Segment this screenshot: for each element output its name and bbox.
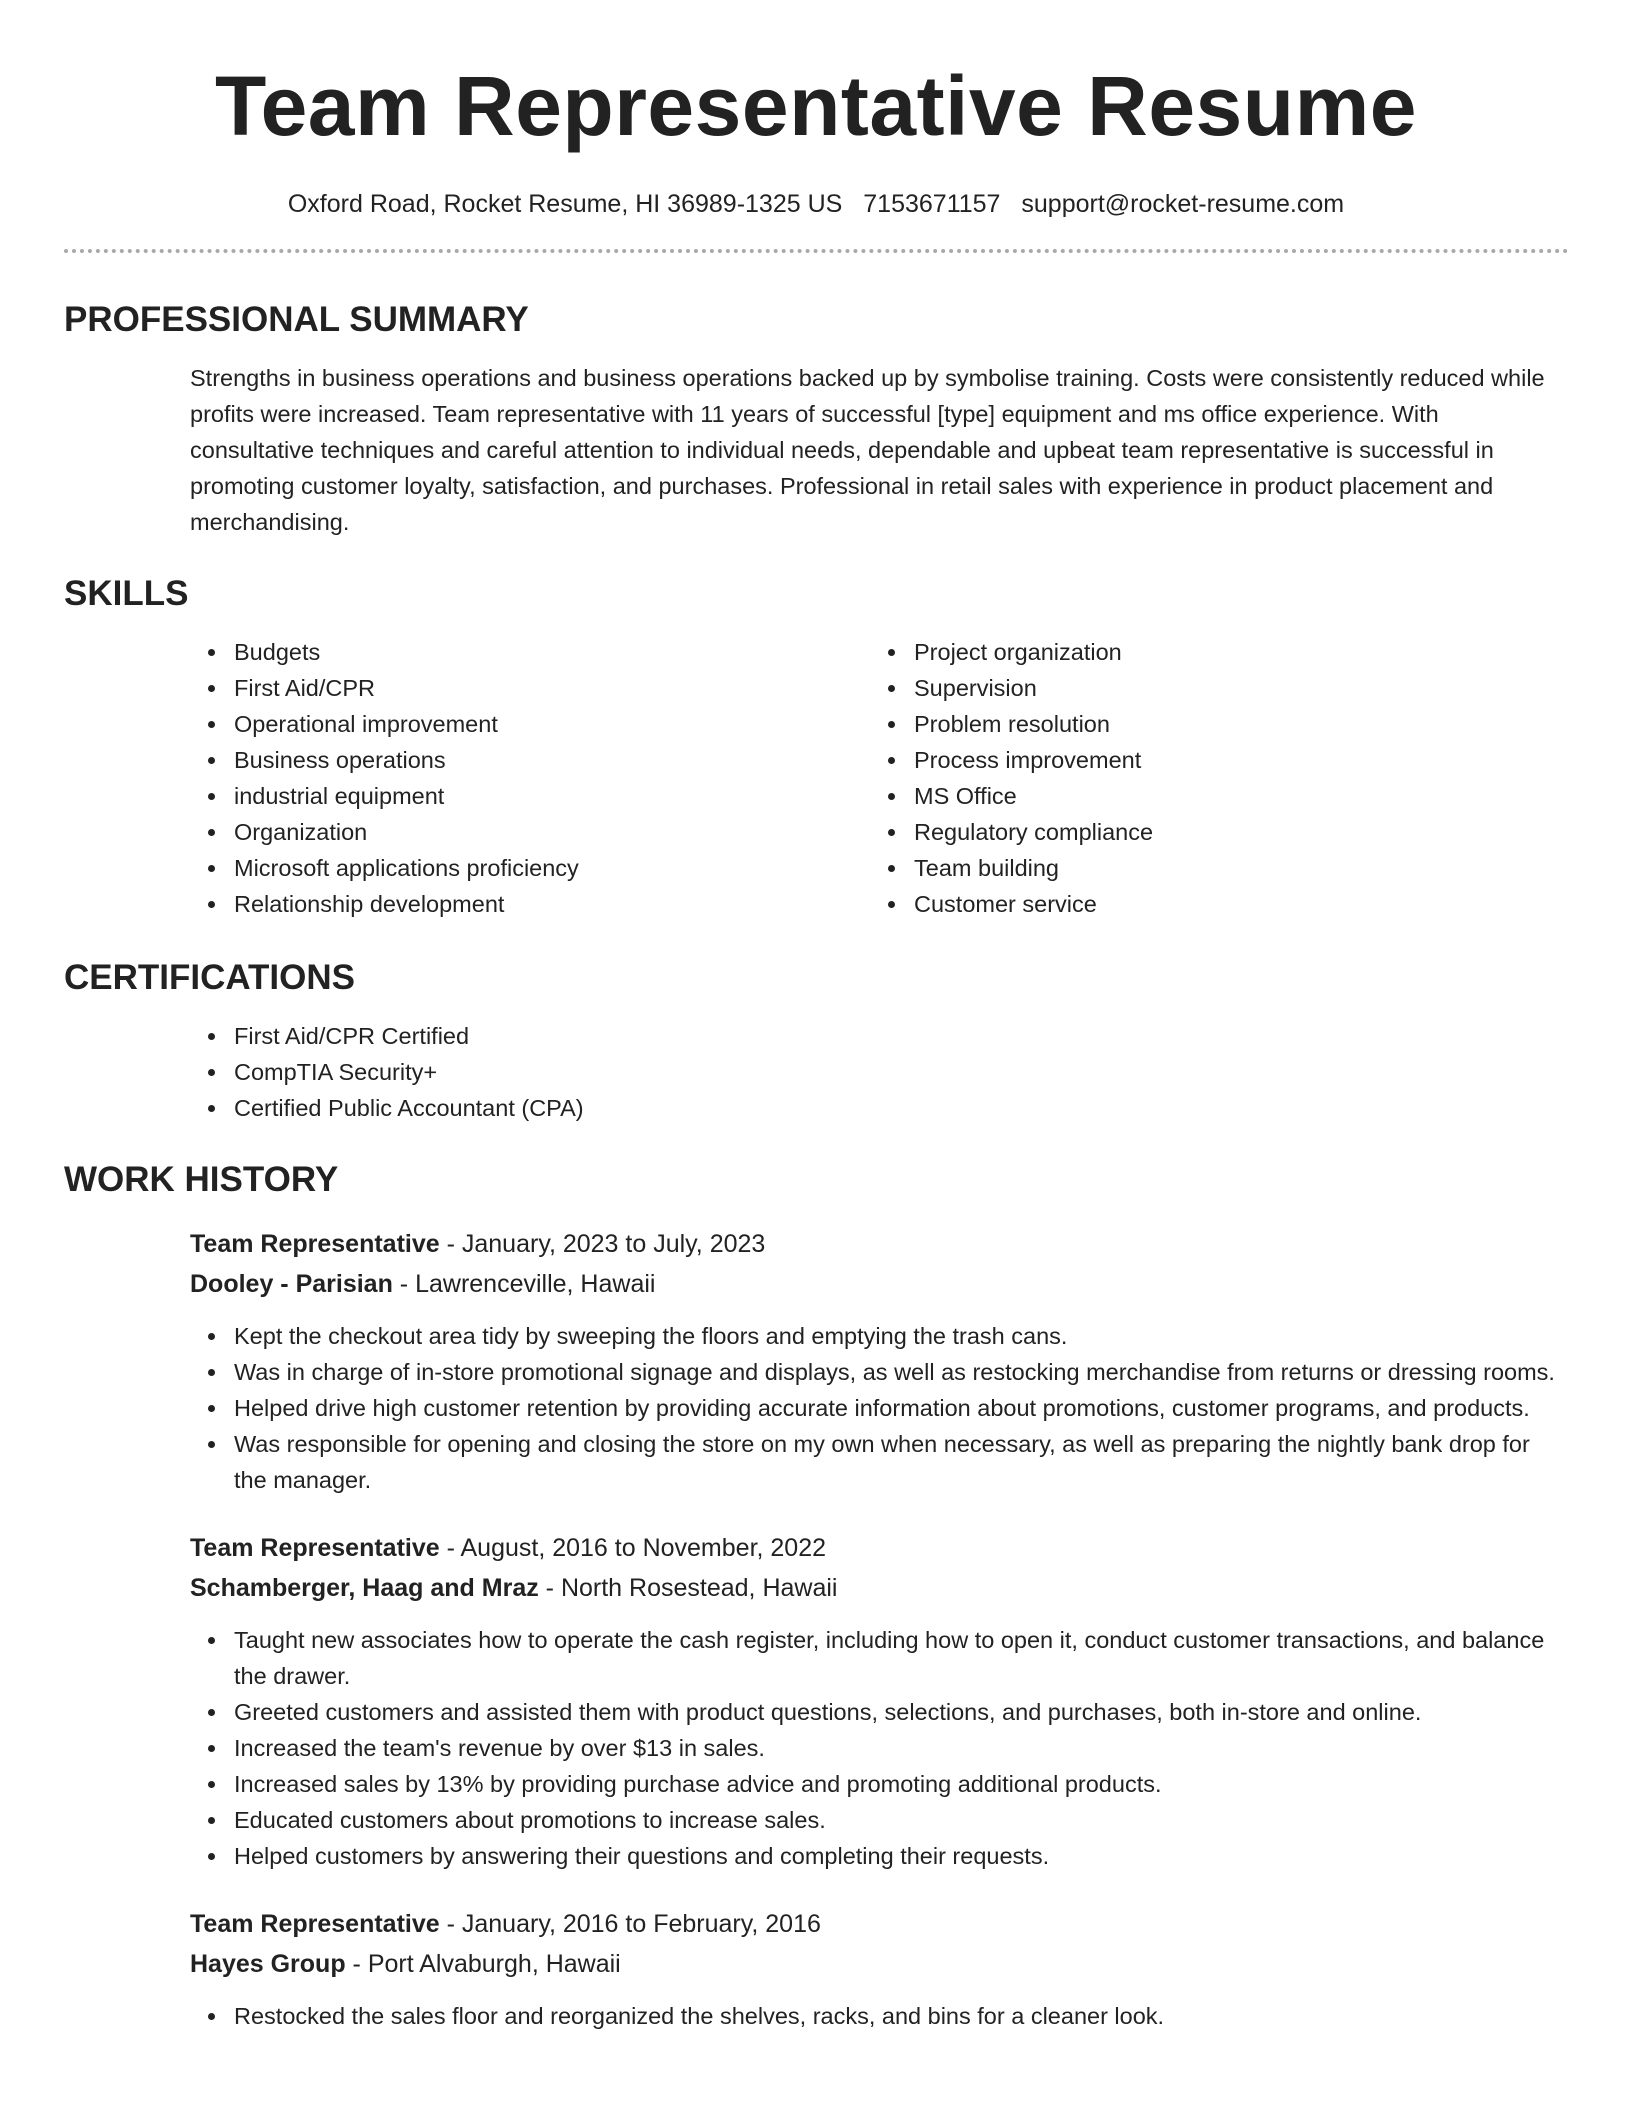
contact-email: support@rocket-resume.com [1021, 190, 1345, 218]
job-bullet: Greeted customers and assisted them with product questions, selections, and purchases, both in-store and online. [190, 1694, 1569, 1730]
job-role: Team Representative [190, 1230, 440, 1258]
job-role: Team Representative [190, 1910, 440, 1938]
skill-item: industrial equipment [190, 778, 870, 814]
skill-item: Regulatory compliance [870, 814, 1550, 850]
job-bullet: Restocked the sales floor and reorganized the shelves, racks, and bins for a cleaner look. [190, 1998, 1569, 2034]
job-bullets [190, 1998, 1569, 2034]
job-bullet: Helped customers by answering their questions and completing their requests. [190, 1838, 1569, 1874]
job-bullet: Was responsible for opening and closing the store on my own when necessary, as well as preparing the nightly bank drop for the manager. [190, 1426, 1569, 1498]
job-company-line [190, 1264, 1569, 1304]
skill-item: Process improvement [870, 742, 1550, 778]
contact-line [0, 186, 1632, 222]
resume-title: Team Representative Resume [215, 59, 1417, 153]
certification-item: First Aid/CPR Certified [190, 1018, 1569, 1054]
certifications-section [64, 956, 1569, 1126]
job-entry [190, 1224, 1569, 1498]
skills-section [64, 572, 1569, 922]
job-entry [190, 1528, 1569, 1874]
job-company-line [190, 1568, 1569, 1608]
skill-item: First Aid/CPR [190, 670, 870, 706]
header-divider [64, 249, 1569, 253]
skills-heading: SKILLS [64, 574, 189, 613]
certifications-list [190, 1018, 1569, 1126]
job-company-line [190, 1944, 1569, 1984]
work-history-heading: WORK HISTORY [64, 1160, 339, 1199]
job-title-line [190, 1528, 1569, 1568]
skill-item: Microsoft applications proficiency [190, 850, 870, 886]
skill-item: Project organization [870, 634, 1550, 670]
skill-item: Customer service [870, 886, 1550, 922]
job-company: Hayes Group [190, 1950, 346, 1978]
skill-item: Business operations [190, 742, 870, 778]
job-title-line [190, 1224, 1569, 1264]
job-company: Dooley - Parisian [190, 1270, 393, 1298]
job-bullet: Taught new associates how to operate the cash register, including how to open it, conduct customer transactions, and balance the drawer. [190, 1622, 1569, 1694]
skills-grid [190, 634, 1569, 922]
job-bullets [190, 1318, 1569, 1498]
job-role: Team Representative [190, 1534, 440, 1562]
job-company: Schamberger, Haag and Mraz [190, 1574, 539, 1602]
job-bullet: Was in charge of in-store promotional signage and displays, as well as restocking merchandise from returns or dressing rooms. [190, 1354, 1569, 1390]
job-bullet: Increased the team's revenue by over $13 in sales. [190, 1730, 1569, 1766]
job-location: - Lawrenceville, Hawaii [392, 1270, 656, 1298]
job-dates: - January, 2023 to July, 2023 [439, 1230, 766, 1258]
skill-item: Relationship development [190, 886, 870, 922]
job-bullets [190, 1622, 1569, 1874]
job-location: - Port Alvaburgh, Hawaii [345, 1950, 621, 1978]
job-bullet: Helped drive high customer retention by providing accurate information about promotions, customer programs, and products. [190, 1390, 1569, 1426]
certification-item: Certified Public Accountant (CPA) [190, 1090, 1569, 1126]
job-bullet: Increased sales by 13% by providing purchase advice and promoting additional products. [190, 1766, 1569, 1802]
skill-item: Budgets [190, 634, 870, 670]
summary-text: Strengths in business operations and business operations backed up by symbolise training. Costs were consistently reduced while profits were increased. Team representative with 11 years of successful [type] equipment and ms office experience. With consultative techniques and careful attention to individual needs, dependable and upbeat team representative is successful in promoting customer loyalty, satisfaction, and purchases. Professional in retail sales with experience in product placement and merchandising. [190, 365, 1545, 535]
skill-item: Supervision [870, 670, 1550, 706]
work-history-section [64, 1158, 1569, 2034]
skill-item: MS Office [870, 778, 1550, 814]
job-dates: - August, 2016 to November, 2022 [439, 1534, 827, 1562]
summary-section [64, 298, 1569, 540]
job-title-line [190, 1904, 1569, 1944]
skill-item: Operational improvement [190, 706, 870, 742]
skill-item: Organization [190, 814, 870, 850]
skill-item: Team building [870, 850, 1550, 886]
job-bullet: Kept the checkout area tidy by sweeping the floors and emptying the trash cans. [190, 1318, 1569, 1354]
job-dates: - January, 2016 to February, 2016 [439, 1910, 821, 1938]
certifications-heading: CERTIFICATIONS [64, 958, 356, 997]
skills-list-left [190, 634, 870, 922]
contact-phone: 7153671157 [863, 190, 1001, 218]
resume-header [0, 0, 1632, 222]
skill-item: Problem resolution [870, 706, 1550, 742]
job-bullet: Educated customers about promotions to increase sales. [190, 1802, 1569, 1838]
job-location: - North Rosestead, Hawaii [538, 1574, 838, 1602]
job-entry [190, 1904, 1569, 2034]
summary-heading: PROFESSIONAL SUMMARY [64, 300, 529, 339]
contact-address: Oxford Road, Rocket Resume, HI 36989-1325 US [287, 190, 843, 218]
certification-item: CompTIA Security+ [190, 1054, 1569, 1090]
skills-list-right [870, 634, 1550, 922]
